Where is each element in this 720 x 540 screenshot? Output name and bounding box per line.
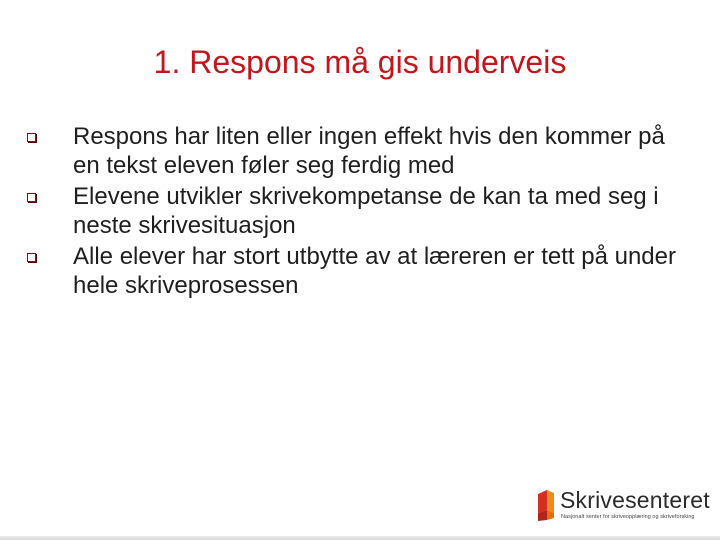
bullet-item (30, 182, 680, 240)
bullet-text: Respons har liten eller ingen effekt hvis den kommer på en tekst eleven føler seg ferdig med (73, 123, 665, 179)
bullet-list (30, 122, 680, 302)
skrivesenteret-logo (536, 487, 710, 524)
bullet-text: Alle elever har stort utbytte av at læreren er tett på under hele skriveprosessen (73, 243, 676, 299)
hollow-square-bullet-icon (27, 193, 36, 202)
bullet-text: Elevene utvikler skrivekompetanse de kan ta med seg i neste skrivesituasjon (73, 183, 659, 239)
hollow-square-bullet-icon (27, 253, 36, 262)
logo-name: Skrivesenteret (560, 487, 710, 513)
slide-title: 1. Respons må gis underveis (153, 44, 567, 80)
bottom-rule (0, 536, 720, 540)
logo-tagline: Nasjonalt senter for skriveopplæring og skriveforsking (561, 514, 695, 520)
skrivesenteret-flag-logo-icon (536, 488, 556, 522)
bullet-item (30, 242, 680, 300)
hollow-square-bullet-icon (27, 133, 36, 142)
bullet-item (30, 122, 680, 180)
